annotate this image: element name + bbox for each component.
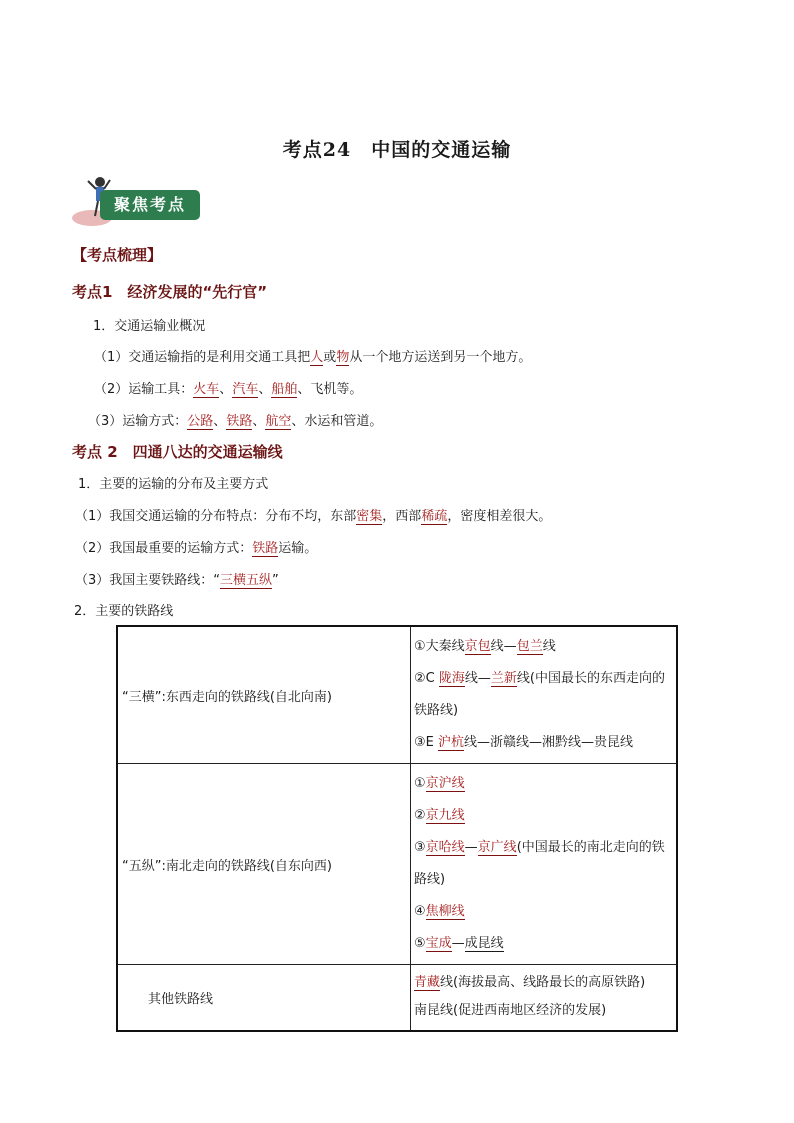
railway-entry: ③E 沪杭线—浙赣线—湘黔线—贵昆线 bbox=[414, 735, 634, 750]
railway-entry: ①大秦线京包线—包兰线 bbox=[414, 639, 556, 654]
railway-entry: 南昆线(促进西南地区经济的发展) bbox=[414, 1003, 607, 1019]
railway-table bbox=[116, 625, 678, 1032]
point1-item1: 1．交通运输业概况 bbox=[93, 319, 206, 334]
railway-entry: ③京哈线—京广线(中国最长的南北走向的铁路线) bbox=[414, 840, 665, 887]
railway-entry: ⑤宝成—成昆线 bbox=[414, 936, 504, 951]
point2-heading: 考点 2 四通八达的交通运输线 bbox=[72, 443, 283, 461]
railway-entry: 青藏线(海拔最高、线路最长的高原铁路) bbox=[414, 975, 646, 991]
railway-entry: ④焦柳线 bbox=[414, 904, 465, 919]
row-label-other: 其他铁路线 bbox=[117, 965, 411, 1031]
table-row bbox=[117, 626, 677, 764]
table-row bbox=[117, 965, 677, 1031]
focus-banner-label: 聚焦考点 bbox=[100, 190, 200, 220]
row-label-three-horizontal: “三横”:东西走向的铁路线(自北向南) bbox=[117, 626, 411, 764]
table-row bbox=[117, 764, 677, 965]
row-label-five-vertical: “五纵”:南北走向的铁路线(自东向西) bbox=[117, 764, 411, 965]
page-title: 考点24 中国的交通运输 bbox=[282, 139, 512, 161]
point1-line1: （1）交通运输指的是利用交通工具把人或物从一个地方运送到另一个地方。 bbox=[94, 350, 532, 365]
point1-line3: （3）运输方式：公路、铁路、航空、水运和管道。 bbox=[88, 414, 383, 429]
point1-heading: 考点1 经济发展的“先行官” bbox=[72, 283, 268, 301]
point2-item2: 2．主要的铁路线 bbox=[74, 604, 174, 619]
point2-item1: 1．主要的运输的分布及主要方式 bbox=[78, 477, 269, 492]
section-heading: 【考点梳理】 bbox=[72, 246, 163, 264]
railway-entry: ①京沪线 bbox=[414, 776, 465, 791]
railway-entry: ②京九线 bbox=[414, 808, 465, 823]
point2-line1: （1）我国交通运输的分布特点：分布不均，东部密集，西部稀疏，密度相差很大。 bbox=[75, 509, 552, 524]
row-content bbox=[411, 626, 678, 764]
point1-line2: （2）运输工具：火车、汽车、船舶、飞机等。 bbox=[94, 382, 363, 397]
focus-banner bbox=[70, 172, 204, 226]
railway-entry: ②C 陇海线—兰新线(中国最长的东西走向的铁路线) bbox=[414, 671, 665, 718]
row-content bbox=[411, 965, 678, 1031]
point2-line3: （3）我国主要铁路线：“三横五纵” bbox=[75, 573, 279, 588]
point2-line2: （2）我国最重要的运输方式：铁路运输。 bbox=[75, 541, 318, 556]
row-content bbox=[411, 764, 678, 965]
